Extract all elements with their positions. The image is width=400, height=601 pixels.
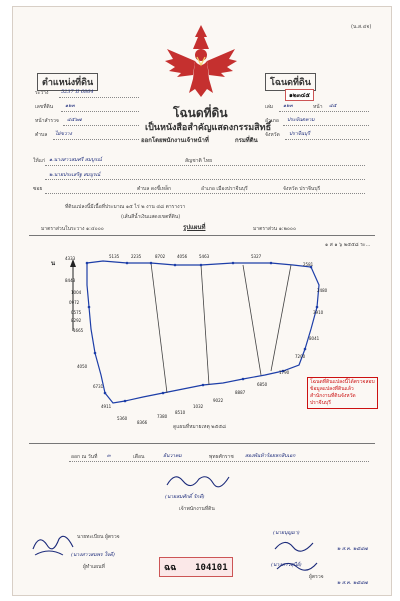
marker-label: 1032 xyxy=(193,404,204,409)
deed-number-field: ๑๒๓๔๕ xyxy=(285,89,314,101)
issue-month: ธันวาคม xyxy=(163,453,182,459)
field-value: 5237 II 6864 xyxy=(61,89,94,95)
checker-label: ผู้ตรวจ xyxy=(309,574,324,580)
district-field: อำเภอ เมืองปราจีนบุรี xyxy=(201,186,248,192)
issue-date-prefix: ออก ณ วันที่ xyxy=(71,454,98,460)
marker-label: 2480 xyxy=(317,288,328,293)
field-label: หน้า xyxy=(313,104,323,110)
marker-label: 8510 xyxy=(175,410,186,415)
marker-label: 2235 xyxy=(131,254,142,259)
area-line: ที่ดินแปลงนี้มีเนื้อที่ประมาณ ๑๕ ไร่ ๒ งาน ๔๘ ตารางวา xyxy=(65,204,186,210)
marker-label: 3910 xyxy=(313,310,324,315)
issue-day: ๓ xyxy=(107,453,111,459)
field-value: ปราจีนบุรี xyxy=(289,131,310,137)
marker-label: 5463 xyxy=(199,254,210,259)
marker-label: 8366 xyxy=(137,420,148,425)
deed-subtitle: เป็นหนังสือสำคัญแสดงกรรมสิทธิ์ xyxy=(145,123,272,133)
marker-label: 8041 xyxy=(309,336,320,341)
surveyor-name: (นางสาวสมพร ใจดี) xyxy=(71,552,115,558)
official-name: (นายสมศักดิ์ รักดี) xyxy=(165,494,205,500)
owner-nationality: สัญชาติ ไทย xyxy=(185,158,213,164)
marker-label: 6850 xyxy=(257,382,268,387)
marker-label: 5327 xyxy=(251,254,262,259)
marker-label: 0575 xyxy=(71,310,82,315)
road-label: ซอย xyxy=(33,186,43,192)
marker-label: 0972 xyxy=(69,300,80,305)
field-label: เลขที่ดิน xyxy=(35,104,54,110)
marker-label: 4056 xyxy=(177,254,188,259)
field-value: ๔๕ xyxy=(329,103,337,109)
scale-ratio: มาตราส่วน ๑:๒๐๐๐ xyxy=(253,226,297,232)
page-label: (น.ส.๔จ) xyxy=(351,24,372,30)
field-value: ๑๒๓ xyxy=(65,103,75,109)
issuing-authority: ออกโดยพนักงานเจ้าหน้าที่ xyxy=(141,137,209,144)
land-title-deed xyxy=(12,6,392,596)
issue-year: สองพันห้าร้อยหกสิบเอก xyxy=(245,453,296,459)
inspector-label: นายทะเบียน ผู้ตรวจ xyxy=(77,534,120,540)
owner-name: ๑.นางสาวสมศรี สมบูรณ์ xyxy=(49,157,102,163)
year-label: พุทธศักราช xyxy=(209,454,234,460)
marker-label: 1790 xyxy=(279,370,290,375)
official-position: เจ้าพนักงานที่ดิน xyxy=(179,506,215,512)
stamp-line: ปราจีนบุรี xyxy=(310,400,331,406)
field-label: ระวาง xyxy=(35,90,49,96)
marker-label: 4911 xyxy=(101,404,112,409)
marker-label: 8887 xyxy=(235,390,246,395)
owner-name: ๒.นายประเสริฐ สมบูรณ์ xyxy=(49,172,101,178)
north-label: น xyxy=(51,260,56,267)
marker-label: 8443 xyxy=(65,278,76,283)
marker-label: 8702 xyxy=(155,254,166,259)
month-label: เดือน xyxy=(133,454,145,460)
deed-title: โฉนดที่ดิน xyxy=(173,106,228,120)
marker-label: 1665 xyxy=(73,328,84,333)
serial-digits: 104101 xyxy=(195,563,228,573)
scale-in-sheet: มาตราส่วนในระวาง ๑:๔๐๐๐ xyxy=(41,226,104,232)
field-label: เล่ม xyxy=(265,104,274,110)
stamp-line: สำนักงานที่ดินจังหวัด xyxy=(310,393,356,399)
marker-label: 4050 xyxy=(77,364,88,369)
field-value: ไผ่ขวาง xyxy=(55,131,72,137)
checker-signature xyxy=(273,535,333,575)
marker-label: 1004 xyxy=(71,290,82,295)
marker-label: 8292 xyxy=(71,318,82,323)
field-value: ๑๒๓ xyxy=(283,103,293,109)
map-section-label: รูปแผนที่ xyxy=(183,224,206,231)
field-value: ประจันตคาม xyxy=(287,117,315,123)
field-value: ๔๕๖๗ xyxy=(67,117,82,123)
issuing-agency: กรมที่ดิน xyxy=(235,137,258,144)
land-location-box: ตำแหน่งที่ดิน xyxy=(37,73,98,91)
area-note: (เส้นสีน้ำเงินแสดงเขตที่ดิน) xyxy=(121,214,181,220)
title-deed-box: โฉนดที่ดิน xyxy=(265,73,316,91)
field-label: อำเภอ xyxy=(265,118,279,124)
stamp-line: โฉนดที่ดินแปลงนี้ได้ตรวจสอบ xyxy=(310,379,375,385)
marker-label: 4333 xyxy=(65,256,76,261)
marker-label: 7200 xyxy=(295,354,306,359)
marker-label: 5360 xyxy=(117,416,128,421)
surveyor-label: ผู้ทำแผนที่ xyxy=(83,564,105,570)
marker-label: 6731 xyxy=(93,384,104,389)
serial-number xyxy=(159,557,233,577)
field-label: จังหวัด xyxy=(265,132,280,138)
field-label: ตำบล xyxy=(35,132,48,138)
map-note: ดูแผนที่หมายเหตุ ๒๕๕๘ xyxy=(173,424,227,430)
corner-note: ๑ ส ๑ ๖ ๒๕๕๘ ระ... xyxy=(325,242,371,248)
field-label: หน้าสำรวจ xyxy=(35,118,59,124)
garuda-emblem-icon xyxy=(163,21,239,99)
owner-label: ให้แก่ xyxy=(33,158,45,164)
official-signature xyxy=(163,469,233,491)
stamp-line: ข้อมูลแปลงที่ดินแล้ว xyxy=(310,386,354,392)
initial-date: ๒ ส.ค. ๒๕๔๗ xyxy=(337,546,368,552)
marker-label: 7380 xyxy=(157,414,168,419)
marker-label: 2581 xyxy=(303,262,314,267)
marker-label: 9022 xyxy=(213,398,224,403)
initial-date: ๒ ส.ค. ๒๕๔๗ xyxy=(337,580,368,586)
verification-stamp xyxy=(307,377,378,409)
serial-prefix: ฉฉ xyxy=(164,563,177,573)
checker-name-2: (นางสาวสุนีย์) xyxy=(271,562,302,568)
marker-label: 5135 xyxy=(109,254,120,259)
checker-name: (นายบุญมา) xyxy=(273,530,300,536)
subdistrict-field: ตำบล ดงขี้เหล็ก xyxy=(137,186,172,192)
province-field: จังหวัด ปราจีนบุรี xyxy=(283,186,321,192)
